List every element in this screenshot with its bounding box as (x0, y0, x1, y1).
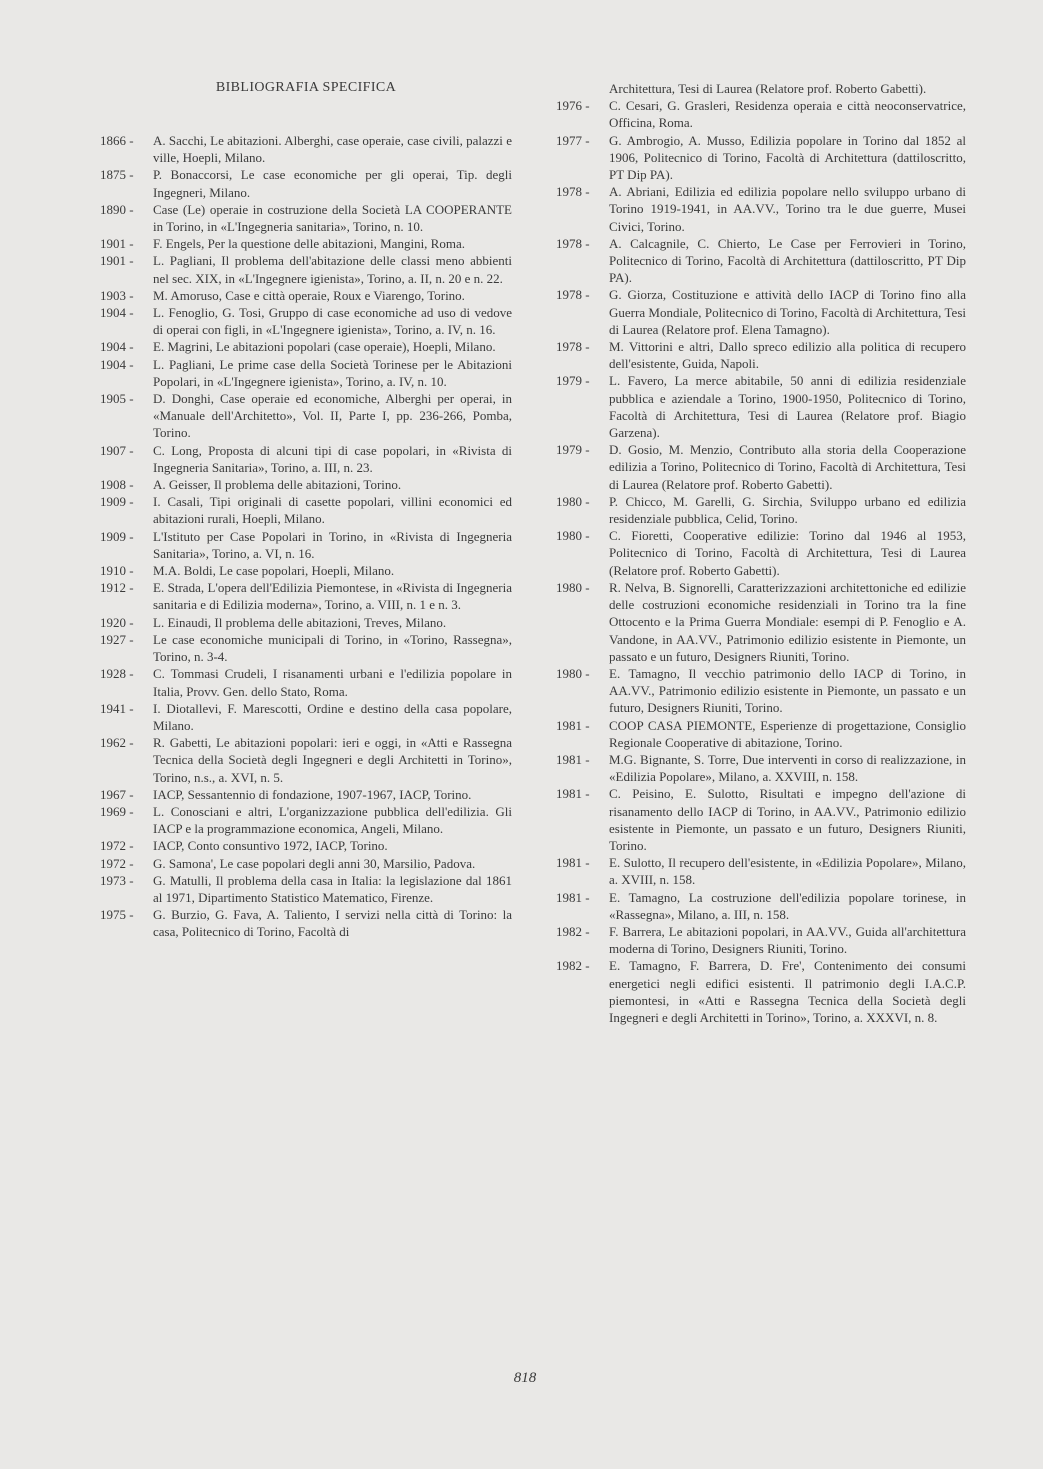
entry-year: 1978 - (556, 287, 590, 303)
entry-year: 1927 - (100, 631, 134, 647)
bibliography-entry (100, 579, 512, 613)
entry-year: 1981 - (556, 786, 590, 802)
entry-text: E. Tamagno, Il vecchio patrimonio dello IACP di Torino, in AA.VV., Patrimonio edilizio esistente in Piemonte, un passato e un futuro, Designers Riuniti, Torino. (609, 665, 966, 716)
bibliography-entry (556, 751, 966, 785)
bibliography-entry (100, 132, 512, 166)
entry-year: 1910 - (100, 563, 134, 579)
entry-text: I. Casali, Tipi originali di casette popolari, villini economici ed abitazioni rurali, Hoepli, Milano. (153, 494, 512, 527)
entry-year: 1904 - (100, 356, 134, 372)
entry-year: 1979 - (556, 442, 590, 458)
entry-text: L. Fenoglio, G. Tosi, Gruppo di case economiche ad uso di vedove di operai con figli, in «L'Ingegnere igienista», Torino, a. IV, n. 16. (153, 305, 512, 338)
page-title: BIBLIOGRAFIA SPECIFICA (215, 80, 397, 95)
bibliography-entry (556, 286, 966, 338)
entry-text: E. Strada, L'opera dell'Edilizia Piemontese, in «Rivista di Ingegneria sanitaria e di Edilizia moderna», Torino, a. VIII, n. 1 e n. 3. (153, 580, 512, 613)
entry-year: 1972 - (100, 838, 134, 854)
entry-text: A. Calcagnile, C. Chierto, Le Case per Ferrovieri in Torino, Politecnico di Torino, Facoltà di Architettura (dattiloscritto, PT Dip PA). (609, 235, 966, 286)
bibliography-entry (556, 923, 966, 957)
bibliography-entry (556, 889, 966, 923)
bibliography-entry (100, 304, 512, 338)
bibliography-entry (100, 166, 512, 200)
entry-year: 1981 - (556, 889, 590, 905)
bibliography-entry (100, 837, 512, 854)
bibliography-entry (556, 97, 966, 131)
bibliography-entry (556, 235, 966, 287)
entry-text: L'Istituto per Case Popolari in Torino, in «Rivista di Ingegneria Sanitaria», Torino, a. VI, n. 16. (153, 528, 512, 561)
entry-text: A. Sacchi, Le abitazioni. Alberghi, case operaie, case civili, palazzi e ville, Hoepli, Milano. (153, 133, 512, 166)
entry-year: 1928 - (100, 666, 134, 682)
continuation-text: Architettura, Tesi di Laurea (Relatore prof. Roberto Gabetti). (609, 81, 927, 96)
bibliography-entry (100, 700, 512, 734)
entry-year: 1909 - (100, 494, 134, 510)
entry-year: 1907 - (100, 442, 134, 458)
bibliography-entry (556, 665, 966, 717)
entry-year: 1973 - (100, 872, 134, 888)
bibliography-entry (100, 872, 512, 906)
entry-year: 1980 - (556, 579, 590, 595)
entry-text: L. Favero, La merce abitabile, 50 anni di edilizia residenziale pubblica e aziendale a Torino, 1900-1950, Politecnico di Torino, Facoltà di Architettura, Tesi di Laurea (Relatore prof. Biagio Garzena). (609, 373, 966, 441)
entry-text: Le case economiche municipali di Torino, in «Torino, Rassegna», Torino, n. 3-4. (153, 631, 512, 665)
entry-text: C. Tommasi Crudeli, I risanamenti urbani e l'edilizia popolare in Italia, Provv. Gen. dello Stato, Roma. (153, 666, 512, 699)
bibliography-entry (100, 476, 512, 493)
entry-text: G. Samona', Le case popolari degli anni 30, Marsilio, Padova. (153, 855, 476, 871)
entry-text: G. Ambrogio, A. Musso, Edilizia popolare in Torino dal 1852 al 1906, Politecnico di Torino, Facoltà di Architettura (dattiloscritto, PT Dip PA). (609, 132, 966, 183)
bibliography-entry (556, 493, 966, 527)
bibliography-entry (100, 442, 512, 476)
bibliography-entry (556, 132, 966, 184)
entry-year: 1980 - (556, 493, 590, 509)
entry-year: 1890 - (100, 201, 134, 217)
entry-text: M.G. Bignante, S. Torre, Due interventi in corso di realizzazione, in «Edilizia Popolare», Milano, a. XXVIII, n. 158. (609, 751, 966, 785)
entry-year: 1975 - (100, 907, 134, 923)
entry-year: 1982 - (556, 958, 590, 974)
entry-year: 1978 - (556, 235, 590, 251)
bibliography-entry (556, 717, 966, 751)
entry-text: C. Peisino, E. Sulotto, Risultati e impegno dell'azione di risanamento dello IACP di Torino, in AA.VV., Patrimonio edilizio esistente in Piemonte, un passato e un futuro, Designers Riuniti, Torino. (609, 786, 966, 853)
entry-year: 1967 - (100, 786, 134, 802)
bibliography-entry (556, 338, 966, 372)
entry-year: 1977 - (556, 132, 590, 148)
entry-text: E. Magrini, Le abitazioni popolari (case operaie), Hoepli, Milano. (153, 339, 496, 355)
entry-text: L. Pagliani, Le prime case della Società Torinese per le Abitazioni Popolari, in «L'Ingegnere igienista», Torino, a. IV, n. 10. (153, 356, 512, 389)
entry-year: 1903 - (100, 287, 134, 303)
entry-year: 1905 - (100, 391, 134, 407)
entry-text: E. Tamagno, F. Barrera, D. Fre', Contenimento dei consumi energetici negli edifici esistenti. Il patrimonio degli I.A.C.P. piemontesi, in «Atti e Rassegna Tecnica della Società degli Ingegneri e degli Architetti in Torino», Torino, a. XXXVI, n. 8. (609, 958, 966, 1025)
right-entries (556, 97, 966, 1026)
entry-text: IACP, Sessantennio di fondazione, 1907-1967, IACP, Torino. (153, 786, 472, 802)
entry-text: A. Abriani, Edilizia ed edilizia popolare nello sviluppo urbano di Torino 1919-1941, in AA.VV., Torino tra le due guerre, Musei Civici, Torino. (609, 184, 966, 234)
entry-text: P. Chicco, M. Garelli, G. Sirchia, Sviluppo urbano ed edilizia residenziale pubblica, Celid, Torino. (609, 493, 966, 527)
entry-year: 1981 - (556, 751, 590, 767)
entry-text: P. Bonaccorsi, Le case economiche per gli operai, Tip. degli Ingegneri, Milano. (153, 167, 512, 200)
entry-year: 1909 - (100, 528, 134, 544)
bibliography-entry (100, 855, 512, 872)
entry-year: 1980 - (556, 665, 590, 681)
entry-year: 1981 - (556, 717, 590, 733)
entry-year: 1981 - (556, 855, 590, 871)
entry-text: E. Sulotto, Il recupero dell'esistente, in «Edilizia Popolare», Milano, a. XVIII, n. 158. (609, 855, 966, 888)
bibliography-entry (100, 786, 512, 803)
bibliography-entry (556, 372, 966, 441)
entry-year: 1969 - (100, 803, 134, 819)
bibliography-entry (100, 356, 512, 390)
bibliography-entry (100, 528, 512, 562)
entry-year: 1979 - (556, 373, 590, 389)
bibliography-entry (100, 803, 512, 837)
entry-text: M. Amoruso, Case e città operaie, Roux e Viarengo, Torino. (153, 287, 465, 303)
bibliography-entry (100, 287, 512, 304)
bibliography-entry (100, 631, 512, 665)
bibliography-entry (100, 252, 512, 286)
entry-text: F. Barrera, Le abitazioni popolari, in AA.VV., Guida all'architettura moderna di Torino, Designers Riuniti, Torino. (609, 923, 966, 957)
bibliography-entry (100, 390, 512, 442)
entry-text: L. Conosciani e altri, L'organizzazione pubblica dell'edilizia. Gli IACP e la programmazione economica, Angeli, Milano. (153, 803, 512, 837)
entry-year: 1972 - (100, 855, 134, 871)
bibliography-entry (556, 854, 966, 888)
entry-text: G. Matulli, Il problema della casa in Italia: la legislazione dal 1861 al 1971, Dipartimento Statistico Matematico, Firenze. (153, 872, 512, 905)
entry-year: 1901 - (100, 236, 134, 252)
entry-text: F. Engels, Per la questione delle abitazioni, Mangini, Roma. (153, 236, 465, 252)
bibliography-entry (556, 579, 966, 665)
bibliography-entry (556, 957, 966, 1026)
entry-text: G. Burzio, G. Fava, A. Taliento, I servizi nella città di Torino: la casa, Politecnico di Torino, Facoltà di (153, 907, 512, 940)
bibliography-entry (556, 183, 966, 235)
entry-year: 1962 - (100, 735, 134, 751)
bibliography-entry (100, 665, 512, 699)
entry-year: 1920 - (100, 614, 134, 630)
entry-text: C. Fioretti, Cooperative edilizie: Torino dal 1946 al 1953, Politecnico di Torino, Facoltà di Architettura, Tesi di Laurea (Relatore prof. Roberto Gabetti). (609, 528, 966, 578)
entry-text: M.A. Boldi, Le case popolari, Hoepli, Milano. (153, 563, 395, 579)
entry-year: 1901 - (100, 253, 134, 269)
bibliography-entry (100, 562, 512, 579)
bibliography-entry (100, 235, 512, 252)
page-number: 818 (513, 1370, 537, 1386)
entry-text: L. Einaudi, Il problema delle abitazioni, Treves, Milano. (153, 614, 447, 630)
left-column (100, 132, 512, 941)
entry-text: C. Cesari, G. Grasleri, Residenza operaia e città neoconservatrice, Officina, Roma. (609, 98, 966, 131)
entry-text: Case (Le) operaie in costruzione della Società LA COOPERANTE in Torino, in «L'Ingegneria sanitaria», Torino, n. 10. (153, 201, 512, 235)
entry-year: 1866 - (100, 133, 134, 148)
entry-year: 1941 - (100, 700, 134, 716)
entry-year: 1978 - (556, 339, 590, 355)
entry-text: IACP, Conto consuntivo 1972, IACP, Torino. (153, 838, 388, 854)
entry-text: A. Geisser, Il problema delle abitazioni, Torino. (153, 477, 402, 493)
bibliography-entry (100, 906, 512, 940)
entry-text: G. Giorza, Costituzione e attività dello IACP di Torino fino alla Guerra Mondiale, Politecnico di Torino, Facoltà di Architettura, Tesi di Laurea (Relatore prof. Elena Tamagno). (609, 287, 966, 337)
entry-text: E. Tamagno, La costruzione dell'edilizia popolare torinese, in «Rassegna», Milano, a. III, n. 158. (609, 889, 966, 922)
right-column (556, 80, 966, 1026)
entry-text: D. Gosio, M. Menzio, Contributo alla storia della Cooperazione edilizia a Torino, Politecnico di Torino, Facoltà di Architettura, Tesi di Laurea (Relatore prof. Roberto Gabetti). (609, 442, 966, 492)
entry-text: D. Donghi, Case operaie ed economiche, Alberghi per operai, in «Manuale dell'Architetto», Vol. II, Parte I, pp. 236-266, Pomba, Torino. (153, 391, 512, 441)
bibliography-entry (556, 785, 966, 854)
entry-year: 1904 - (100, 305, 134, 321)
entry-year: 1904 - (100, 339, 134, 355)
entry-text: R. Gabetti, Le abitazioni popolari: ieri e oggi, in «Atti e Rassegna Tecnica della Società degli Ingegneri e degli Architetti in Torino», Torino, n.s., a. XVI, n. 5. (153, 735, 512, 785)
bibliography-entry (100, 734, 512, 786)
entry-year: 1982 - (556, 923, 590, 939)
entry-year: 1908 - (100, 477, 134, 493)
bibliography-entry (556, 441, 966, 493)
entry-text: M. Vittorini e altri, Dallo spreco edilizio alla politica di recupero dell'esistente, Guida, Napoli. (609, 339, 966, 372)
entry-year: 1980 - (556, 528, 590, 544)
bibliography-entry (100, 493, 512, 527)
entry-year: 1875 - (100, 167, 134, 183)
bibliography-entry (556, 527, 966, 579)
entry-year: 1976 - (556, 98, 590, 114)
entry-text: L. Pagliani, Il problema dell'abitazione delle classi meno abbienti nel sec. XIX, in «L'Ingegnere igienista», Torino, a. II, n. 20 e n. 22. (153, 253, 512, 286)
entry-text: C. Long, Proposta di alcuni tipi di case popolari, in «Rivista di Ingegneria Sanitaria», Torino, a. III, n. 23. (153, 442, 512, 475)
bibliography-entry (100, 338, 512, 355)
bibliography-entry (100, 201, 512, 235)
entry-text: R. Nelva, B. Signorelli, Caratterizzazioni architettoniche ed edilizie delle costruzioni economiche residenziali in Torino tra la fine Ottocento e la Prima Guerra Mondiale: esempi di P. Fenoglio e A. Vandone, in AA.VV., Patrimonio edilizio esistente in Piemonte, un passato e un futuro, Designers Riuniti, Torino. (609, 579, 966, 664)
entry-text: COOP CASA PIEMONTE, Esperienze di progettazione, Consiglio Regionale Cooperative di abitazione, Torino. (609, 717, 966, 750)
entry-year: 1978 - (556, 184, 590, 200)
bibliography-entry (100, 614, 512, 631)
entry-text: I. Diotallevi, F. Marescotti, Ordine e destino della casa popolare, Milano. (153, 700, 512, 733)
entry-year: 1912 - (100, 580, 134, 596)
